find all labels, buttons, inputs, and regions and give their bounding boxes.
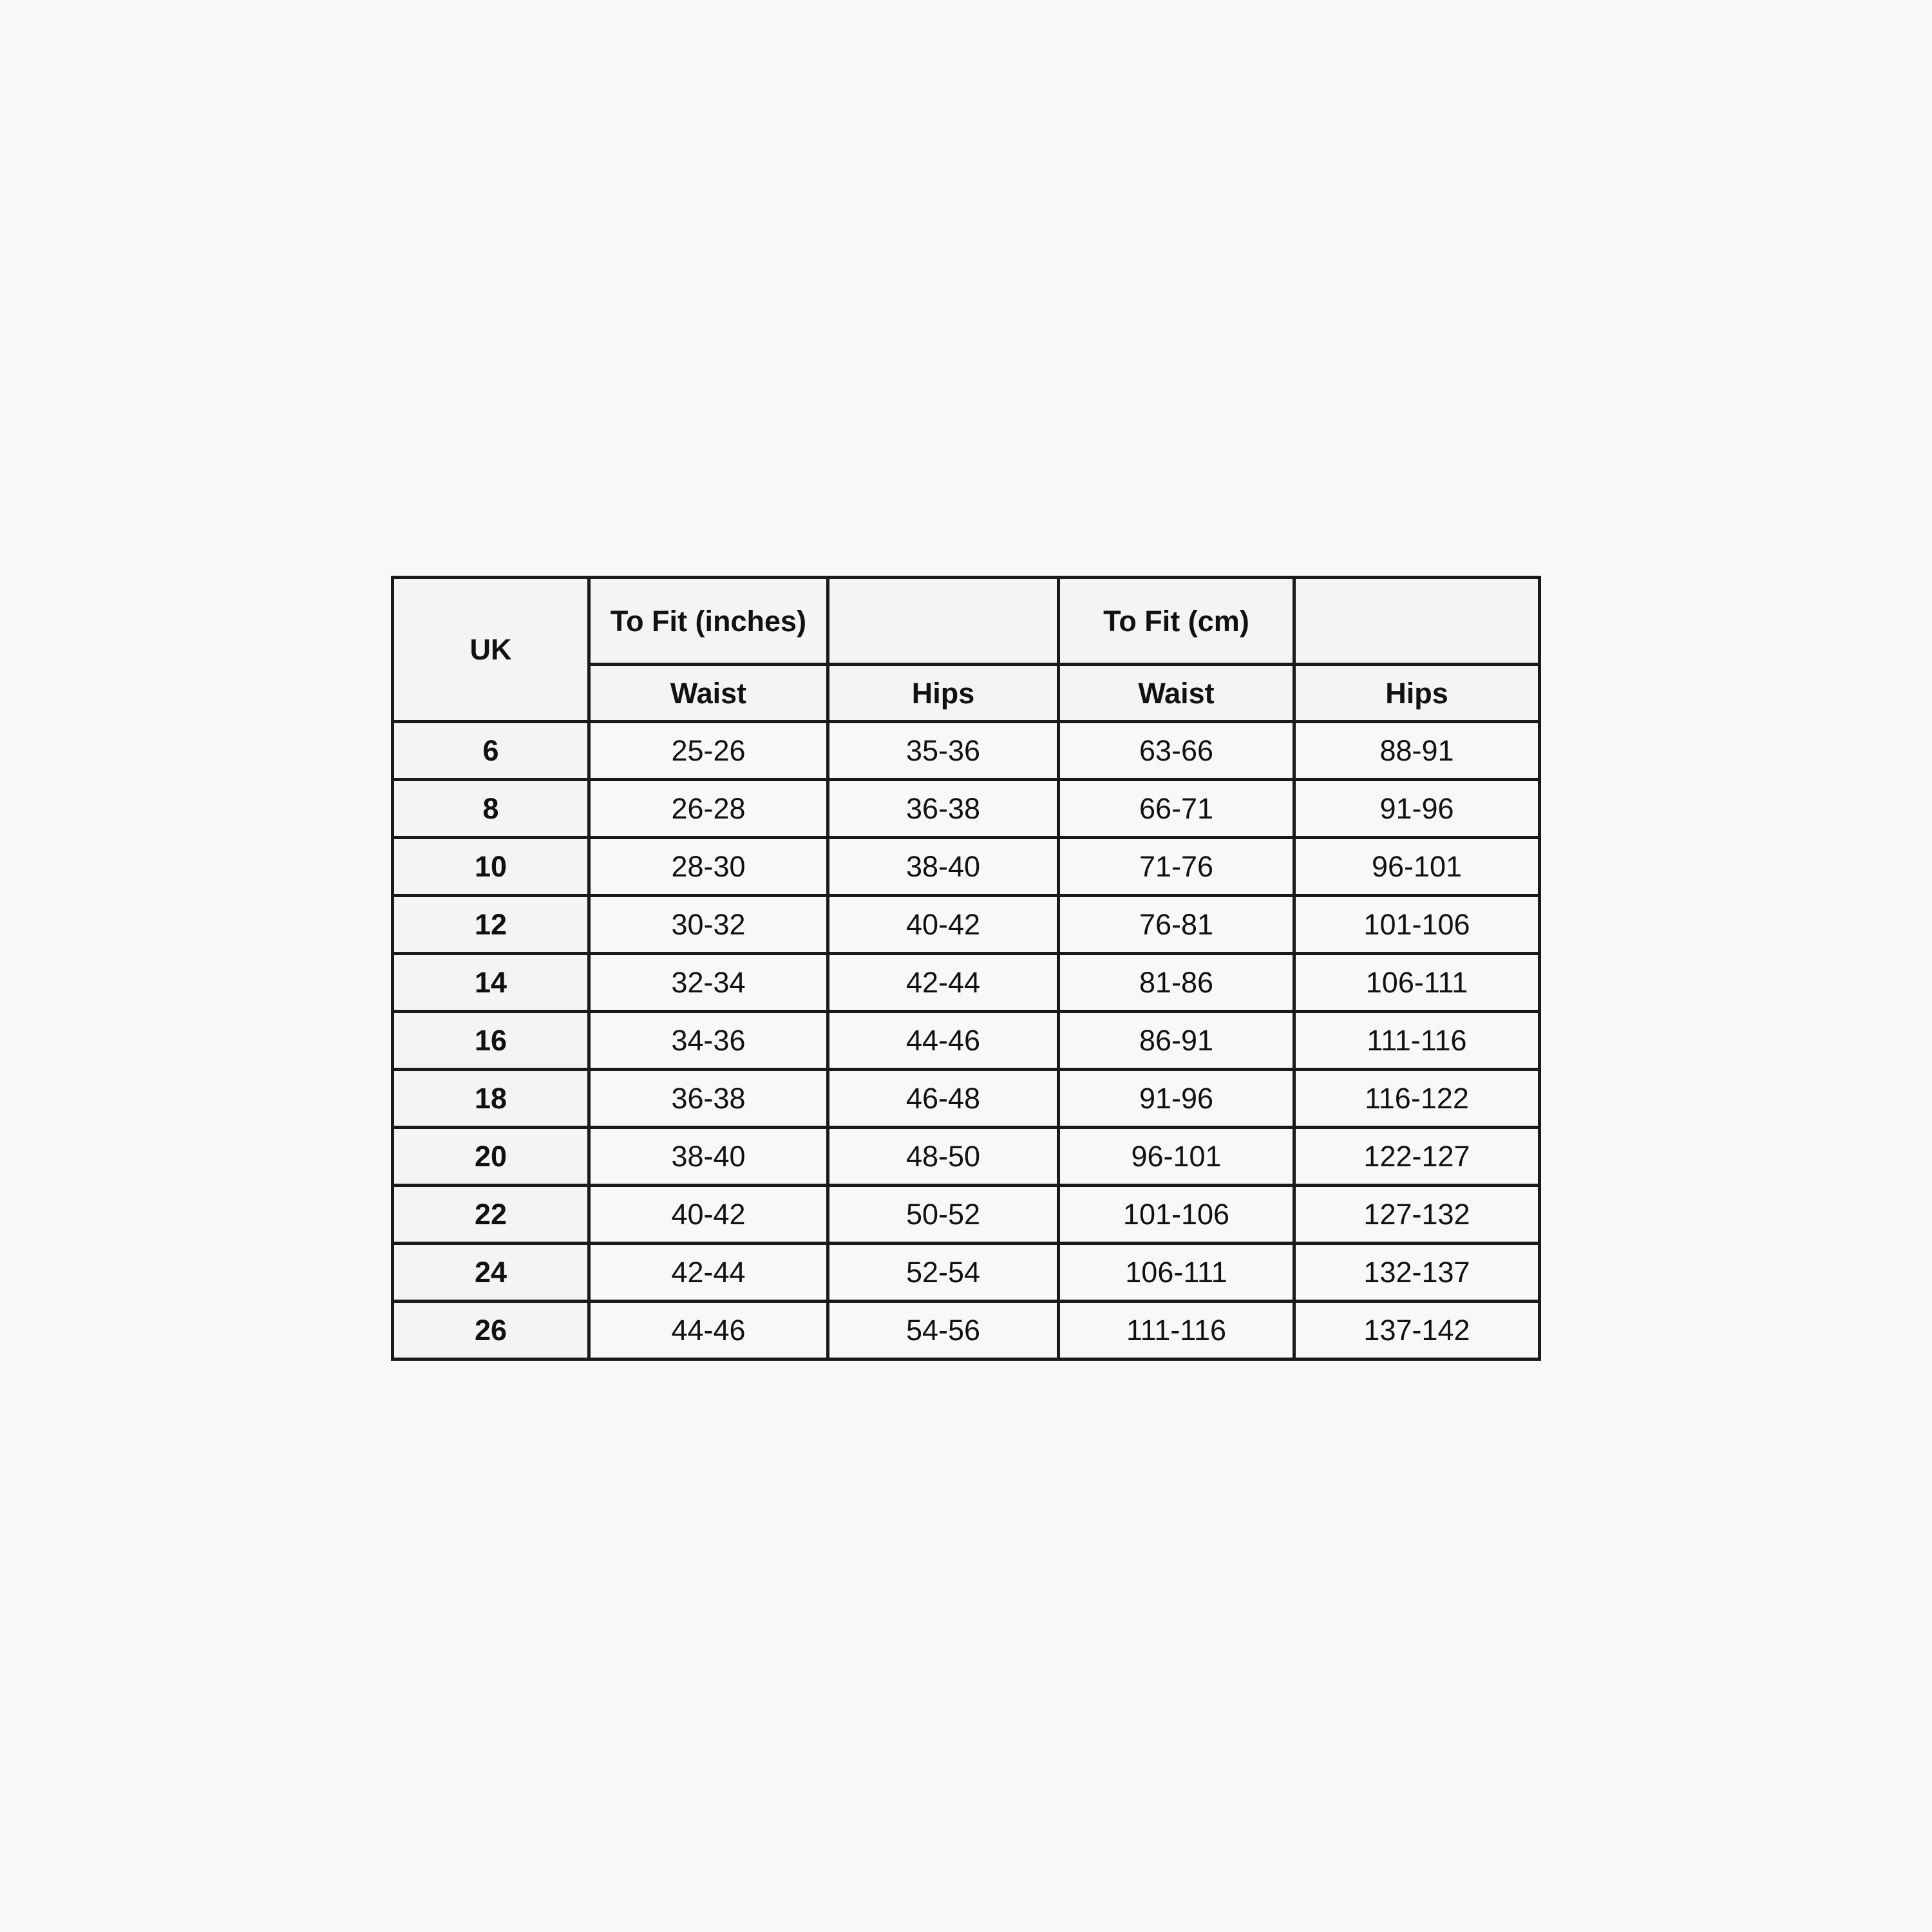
inches-hips-cell: 52-54 xyxy=(828,1244,1059,1302)
table-row xyxy=(393,1244,1540,1302)
inches-hips-cell: 42-44 xyxy=(828,954,1059,1012)
cm-waist-cell: 91-96 xyxy=(1059,1070,1294,1128)
cm-waist-cell: 63-66 xyxy=(1059,722,1294,780)
inches-waist-cell: 38-40 xyxy=(589,1128,828,1186)
inches-hips-cell: 46-48 xyxy=(828,1070,1059,1128)
uk-size-cell: 16 xyxy=(393,1012,589,1070)
table-row xyxy=(393,1128,1540,1186)
uk-size-cell: 14 xyxy=(393,954,589,1012)
inches-waist-cell: 28-30 xyxy=(589,838,828,896)
uk-size-cell: 24 xyxy=(393,1244,589,1302)
cm-hips-header: Hips xyxy=(1294,665,1540,722)
uk-header: UK xyxy=(393,578,589,722)
empty-header-cell xyxy=(1294,578,1540,665)
cm-hips-cell: 137-142 xyxy=(1294,1302,1540,1359)
cm-hips-cell: 122-127 xyxy=(1294,1128,1540,1186)
inches-waist-cell: 42-44 xyxy=(589,1244,828,1302)
inches-waist-cell: 44-46 xyxy=(589,1302,828,1359)
cm-waist-header: Waist xyxy=(1059,665,1294,722)
uk-size-cell: 18 xyxy=(393,1070,589,1128)
cm-hips-cell: 116-122 xyxy=(1294,1070,1540,1128)
cm-hips-cell: 88-91 xyxy=(1294,722,1540,780)
uk-size-cell: 10 xyxy=(393,838,589,896)
uk-size-cell: 12 xyxy=(393,896,589,954)
cm-hips-cell: 106-111 xyxy=(1294,954,1540,1012)
table-row xyxy=(393,954,1540,1012)
uk-size-cell: 8 xyxy=(393,780,589,838)
cm-waist-cell: 96-101 xyxy=(1059,1128,1294,1186)
inches-waist-cell: 40-42 xyxy=(589,1186,828,1244)
cm-waist-cell: 101-106 xyxy=(1059,1186,1294,1244)
inches-waist-cell: 36-38 xyxy=(589,1070,828,1128)
table-row xyxy=(393,896,1540,954)
uk-size-cell: 26 xyxy=(393,1302,589,1359)
empty-header-cell xyxy=(828,578,1059,665)
cm-hips-cell: 101-106 xyxy=(1294,896,1540,954)
inches-waist-header: Waist xyxy=(589,665,828,722)
cm-waist-cell: 76-81 xyxy=(1059,896,1294,954)
cm-hips-cell: 132-137 xyxy=(1294,1244,1540,1302)
cm-waist-cell: 86-91 xyxy=(1059,1012,1294,1070)
cm-waist-cell: 66-71 xyxy=(1059,780,1294,838)
inches-waist-cell: 25-26 xyxy=(589,722,828,780)
inches-waist-cell: 26-28 xyxy=(589,780,828,838)
inches-waist-cell: 32-34 xyxy=(589,954,828,1012)
cm-waist-cell: 111-116 xyxy=(1059,1302,1294,1359)
table-row xyxy=(393,1302,1540,1359)
cm-group-header: To Fit (cm) xyxy=(1059,578,1294,665)
cm-waist-cell: 106-111 xyxy=(1059,1244,1294,1302)
table-row xyxy=(393,1012,1540,1070)
table-row xyxy=(393,1186,1540,1244)
inches-hips-header: Hips xyxy=(828,665,1059,722)
uk-size-cell: 22 xyxy=(393,1186,589,1244)
cm-waist-cell: 81-86 xyxy=(1059,954,1294,1012)
cm-waist-cell: 71-76 xyxy=(1059,838,1294,896)
cm-hips-cell: 96-101 xyxy=(1294,838,1540,896)
size-chart-table xyxy=(391,576,1541,1361)
table-row xyxy=(393,722,1540,780)
inches-hips-cell: 36-38 xyxy=(828,780,1059,838)
inches-hips-cell: 54-56 xyxy=(828,1302,1059,1359)
inches-hips-cell: 38-40 xyxy=(828,838,1059,896)
uk-size-cell: 20 xyxy=(393,1128,589,1186)
inches-waist-cell: 34-36 xyxy=(589,1012,828,1070)
table-row xyxy=(393,1070,1540,1128)
cm-hips-cell: 111-116 xyxy=(1294,1012,1540,1070)
cm-hips-cell: 91-96 xyxy=(1294,780,1540,838)
table-row xyxy=(393,780,1540,838)
inches-waist-cell: 30-32 xyxy=(589,896,828,954)
inches-hips-cell: 35-36 xyxy=(828,722,1059,780)
inches-hips-cell: 40-42 xyxy=(828,896,1059,954)
header-group-row xyxy=(393,578,1540,665)
uk-size-cell: 6 xyxy=(393,722,589,780)
inches-hips-cell: 44-46 xyxy=(828,1012,1059,1070)
inches-hips-cell: 48-50 xyxy=(828,1128,1059,1186)
table-row xyxy=(393,838,1540,896)
cm-hips-cell: 127-132 xyxy=(1294,1186,1540,1244)
size-chart-body xyxy=(393,578,1540,1359)
inches-group-header: To Fit (inches) xyxy=(589,578,828,665)
inches-hips-cell: 50-52 xyxy=(828,1186,1059,1244)
